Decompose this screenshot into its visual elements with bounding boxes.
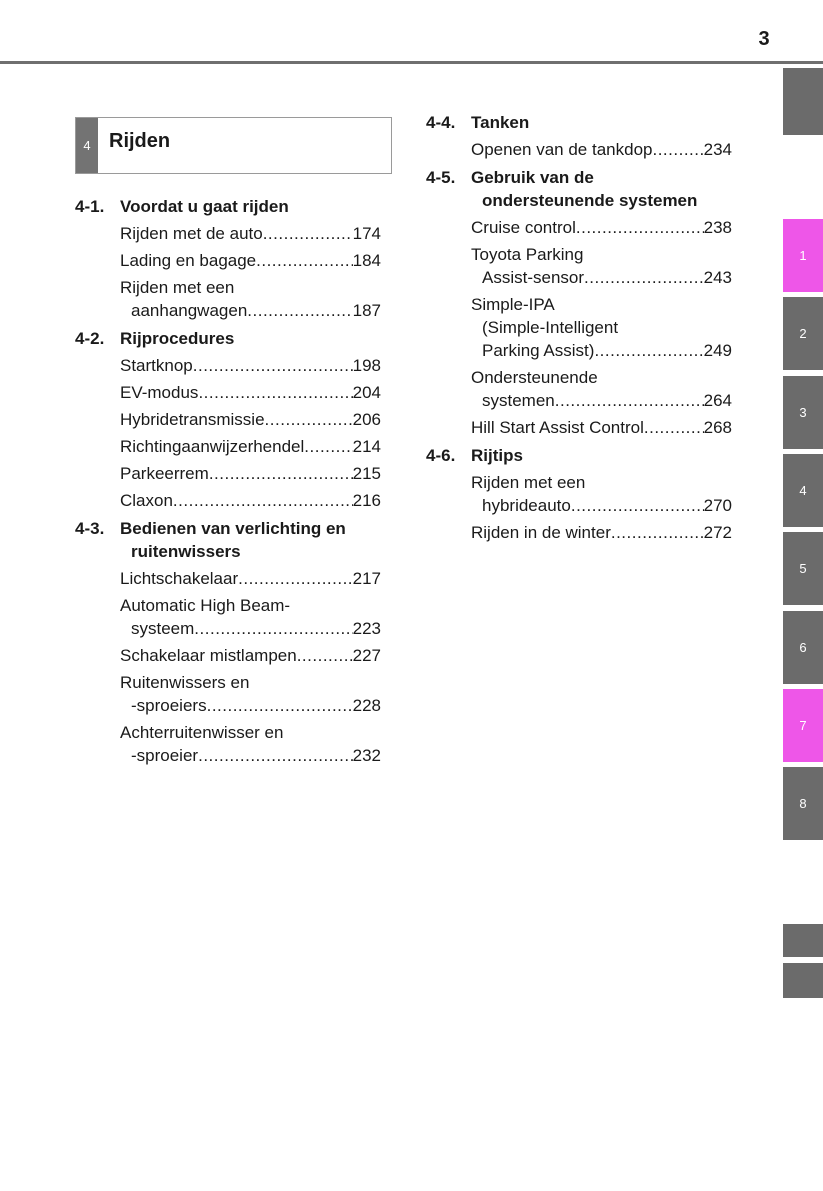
section-heading <box>426 166 732 212</box>
entry-line <box>471 138 732 161</box>
section-heading <box>75 195 381 218</box>
section-number: 4-3. <box>75 519 105 538</box>
dot-leader <box>238 567 353 590</box>
entry-text-line: (Simple-Intelligent <box>482 318 619 337</box>
entry-line <box>120 249 381 272</box>
section-title <box>471 111 732 134</box>
entry-list <box>471 471 732 544</box>
entry-line <box>120 408 381 431</box>
entry-line <box>471 216 732 239</box>
section-title-line: Tanken <box>471 113 530 132</box>
dot-leader <box>594 339 703 362</box>
toc-entry[interactable] <box>120 249 381 272</box>
section-number: 4-4. <box>426 113 456 132</box>
section-title-line: Rijprocedures <box>120 329 235 348</box>
entry-line <box>120 381 381 404</box>
dot-leader <box>247 299 352 322</box>
entry-title: Startknop <box>120 356 193 375</box>
entry-line <box>120 617 381 640</box>
toc-entry[interactable] <box>471 243 732 289</box>
page-ref: 216 <box>352 491 381 510</box>
entry-title: systemen <box>482 391 555 410</box>
dot-leader <box>265 408 353 431</box>
entry-line <box>120 222 381 245</box>
entry-line <box>471 494 732 517</box>
entry-title: Cruise control <box>471 218 576 237</box>
entry-line <box>120 567 381 590</box>
entry-text-line: Rijden met een <box>471 473 586 492</box>
toc-entry[interactable] <box>120 222 381 245</box>
entry-title: EV-modus <box>120 383 199 402</box>
section-title <box>120 327 381 350</box>
dot-leader <box>193 354 353 377</box>
page-ref: 215 <box>352 464 381 483</box>
entry-list <box>120 567 381 767</box>
dot-leader <box>198 381 352 404</box>
entry-list <box>120 354 381 512</box>
page-ref: 264 <box>703 391 732 410</box>
entry-title: Rijden in de winter <box>471 523 611 542</box>
dot-leader <box>297 644 353 667</box>
dot-leader <box>584 266 704 289</box>
dot-leader <box>209 462 353 485</box>
page-ref: 228 <box>352 696 381 715</box>
entry-line <box>120 435 381 458</box>
entry-line <box>471 416 732 439</box>
dot-leader <box>571 494 704 517</box>
side-tab-2[interactable]: 2 <box>783 297 823 370</box>
dot-leader <box>652 138 703 161</box>
entry-line <box>120 694 381 717</box>
page-ref: 184 <box>352 251 381 270</box>
toc-entry[interactable] <box>120 462 381 485</box>
page-ref: 249 <box>703 341 732 360</box>
page-ref: 187 <box>352 301 381 320</box>
page-ref: 223 <box>352 619 381 638</box>
toc-section <box>75 327 381 512</box>
entry-line <box>120 744 381 767</box>
page-ref: 227 <box>352 646 381 665</box>
dot-leader <box>644 416 704 439</box>
side-tab-5[interactable]: 5 <box>783 532 823 605</box>
section-title-line: Voordat u gaat rijden <box>120 197 289 216</box>
side-tab[interactable] <box>783 963 823 998</box>
chapter-title: Rijden <box>109 130 171 152</box>
dot-leader <box>198 744 353 767</box>
toc-entry[interactable] <box>471 138 732 161</box>
page-ref: 204 <box>352 383 381 402</box>
entry-title: aanhangwagen <box>131 301 248 320</box>
entry-text-line: Simple-IPA <box>471 295 555 314</box>
entry-line <box>471 389 732 412</box>
toc-section <box>426 111 732 161</box>
section-title-line: Rijtips <box>471 446 523 465</box>
side-tab-7[interactable]: 7 <box>783 689 823 762</box>
toc-entry[interactable] <box>120 671 381 717</box>
toc-entry[interactable] <box>471 366 732 412</box>
section-title-line: ruitenwissers <box>131 542 241 561</box>
entry-title: Parking Assist) <box>482 341 595 360</box>
toc-entry[interactable] <box>120 408 381 431</box>
toc-entry[interactable] <box>471 216 732 239</box>
toc-section <box>426 166 732 439</box>
entry-title: Hybridetransmissie <box>120 410 265 429</box>
side-tab-3[interactable]: 3 <box>783 376 823 449</box>
dot-leader <box>555 389 704 412</box>
section-title <box>471 444 732 467</box>
dot-leader <box>194 617 352 640</box>
page-number: 3 <box>758 28 770 50</box>
dot-leader <box>173 489 353 512</box>
header-rule <box>0 61 823 64</box>
entry-line <box>471 521 732 544</box>
toc-entry[interactable] <box>120 381 381 404</box>
dot-leader <box>263 222 353 245</box>
entry-title: Rijden met de auto <box>120 224 263 243</box>
side-tab-1[interactable]: 1 <box>783 219 823 292</box>
toc-entry[interactable] <box>120 644 381 667</box>
toc-entry[interactable] <box>120 354 381 377</box>
section-heading <box>75 327 381 350</box>
section-number: 4-5. <box>426 168 456 187</box>
side-tab-4[interactable]: 4 <box>783 454 823 527</box>
page-ref: 272 <box>703 523 732 542</box>
side-tab[interactable] <box>783 924 823 957</box>
section-title-line: Gebruik van de <box>471 168 594 187</box>
entry-title: -sproeiers <box>131 696 207 715</box>
toc-entry[interactable] <box>120 567 381 590</box>
toc-right-column <box>426 111 732 544</box>
entry-title: hybrideauto <box>482 496 571 515</box>
section-title <box>471 166 732 212</box>
toc-entry[interactable] <box>120 435 381 458</box>
dot-leader <box>207 694 353 717</box>
entry-line <box>471 339 732 362</box>
dot-leader <box>611 521 704 544</box>
entry-title: Lichtschakelaar <box>120 569 239 588</box>
entry-line <box>120 462 381 485</box>
section-number: 4-2. <box>75 329 105 348</box>
entry-title: -sproeier <box>131 746 199 765</box>
page-ref: 217 <box>352 569 381 588</box>
entry-title: Claxon <box>120 491 173 510</box>
entry-title: Richtingaanwijzerhendel <box>120 437 305 456</box>
page-ref: 238 <box>703 218 732 237</box>
entry-text-line: Rijden met een <box>120 278 235 297</box>
section-number: 4-1. <box>75 197 105 216</box>
entry-text-line: Ondersteunende <box>471 368 598 387</box>
toc-section <box>426 444 732 544</box>
entry-line <box>471 266 732 289</box>
section-heading <box>426 444 732 467</box>
entry-line <box>120 489 381 512</box>
entry-title: Assist-sensor <box>482 268 585 287</box>
entry-line <box>120 644 381 667</box>
section-title <box>120 517 381 563</box>
chapter-number: 4 <box>76 118 98 173</box>
page-ref: 268 <box>703 418 732 437</box>
toc-entry[interactable] <box>120 276 381 322</box>
side-tab[interactable] <box>783 68 823 135</box>
dot-leader <box>256 249 352 272</box>
section-title-line: Bedienen van verlichting en <box>120 519 346 538</box>
entry-text-line: Ruitenwissers en <box>120 673 250 692</box>
toc-entry[interactable] <box>471 471 732 517</box>
section-title-line: ondersteunende systemen <box>482 191 698 210</box>
toc-entry[interactable] <box>120 489 381 512</box>
dot-leader <box>576 216 704 239</box>
page-ref: 270 <box>703 496 732 515</box>
entry-line <box>120 354 381 377</box>
page-ref: 243 <box>703 268 732 287</box>
entry-line <box>120 299 381 322</box>
page-ref: 206 <box>352 410 381 429</box>
entry-title: Schakelaar mistlampen <box>120 646 297 665</box>
toc-left-column <box>75 195 381 767</box>
entry-text-line: Toyota Parking <box>471 245 584 264</box>
section-number: 4-6. <box>426 446 456 465</box>
side-tab-8[interactable]: 8 <box>783 767 823 840</box>
toc-section <box>75 195 381 322</box>
chapter-heading <box>75 117 392 174</box>
entry-text-line: Achterruitenwisser en <box>120 723 284 742</box>
toc-entry[interactable] <box>471 416 732 439</box>
entry-title: systeem <box>131 619 195 638</box>
page-ref: 198 <box>352 356 381 375</box>
side-tab-6[interactable]: 6 <box>783 611 823 684</box>
toc-entry[interactable] <box>471 293 732 362</box>
entry-list <box>120 222 381 322</box>
entry-title: Lading en bagage <box>120 251 257 270</box>
toc-entry[interactable] <box>120 721 381 767</box>
entry-title: Hill Start Assist Control <box>471 418 644 437</box>
page-ref: 214 <box>352 437 381 456</box>
entry-text-line: Automatic High Beam- <box>120 596 291 615</box>
toc-entry[interactable] <box>120 594 381 640</box>
entry-list <box>471 138 732 161</box>
toc-entry[interactable] <box>471 521 732 544</box>
page-ref: 234 <box>703 140 732 159</box>
section-title <box>120 195 381 218</box>
page-ref: 232 <box>352 746 381 765</box>
entry-title: Parkeerrem <box>120 464 209 483</box>
section-heading <box>426 111 732 134</box>
page-ref: 174 <box>352 224 381 243</box>
section-heading <box>75 517 381 563</box>
toc-section <box>75 517 381 767</box>
entry-title: Openen van de tankdop <box>471 140 653 159</box>
entry-list <box>471 216 732 439</box>
dot-leader <box>304 435 352 458</box>
